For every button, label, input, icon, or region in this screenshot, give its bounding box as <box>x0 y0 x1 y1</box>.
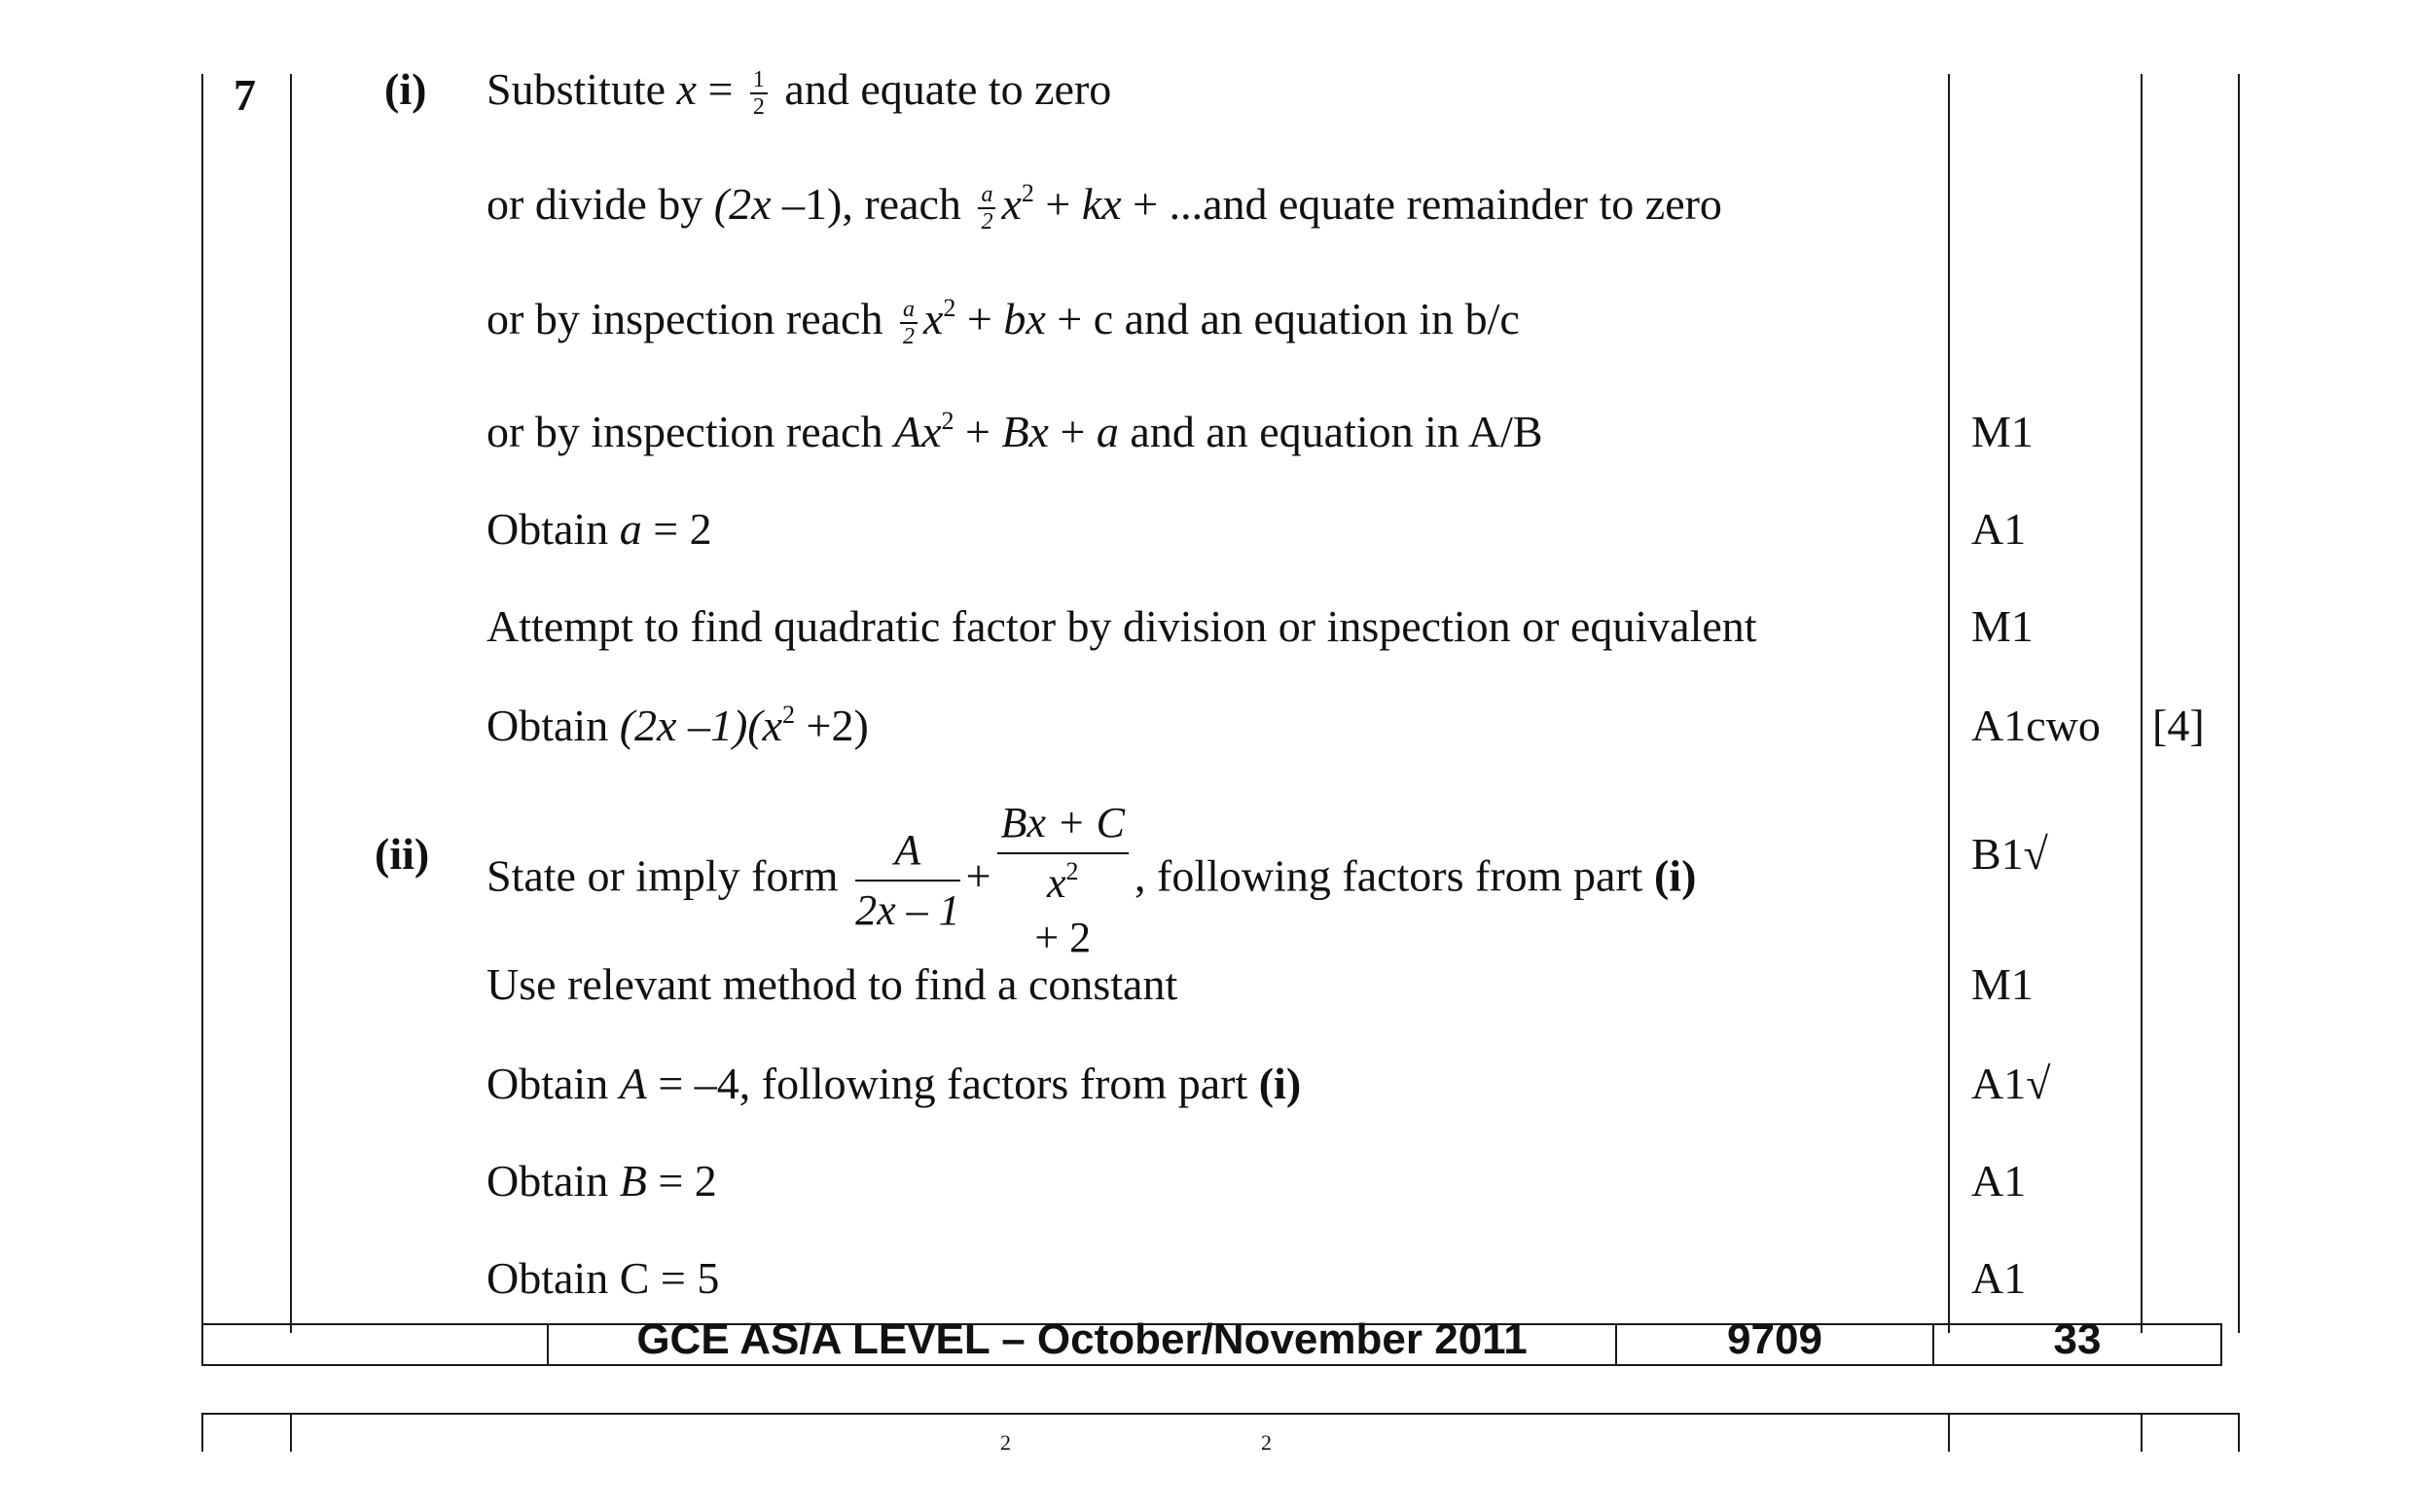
table-divider-total <box>2141 74 2143 1333</box>
part-ii-line-4 <box>486 1152 717 1210</box>
math-term: kx <box>1081 179 1122 229</box>
fraction-numerator: Bx + C <box>997 796 1129 854</box>
next-table-border-left <box>201 1413 203 1452</box>
fraction-a-over-2 <box>900 298 918 348</box>
table-divider-marks <box>1948 74 1950 1333</box>
next-table-divider-marks <box>1948 1413 1950 1452</box>
text-fragment: Substitute <box>486 64 677 114</box>
part-i-line-7 <box>486 697 869 755</box>
exponent: 2 <box>941 407 954 435</box>
next-table-top <box>201 1413 2239 1415</box>
text-fragment: –1), reach <box>771 179 973 229</box>
fraction-a-over-2 <box>978 183 995 234</box>
math-variable: x <box>1001 179 1022 229</box>
text-fragment: + <box>954 407 1002 456</box>
math-term: bx <box>1003 294 1046 343</box>
text-fragment: = 2 <box>646 1156 717 1206</box>
part-i-line-4 <box>486 403 1543 461</box>
part-reference: (i) <box>1653 850 1697 901</box>
exponent: 2 <box>1021 179 1034 207</box>
table-divider-question <box>290 74 292 1333</box>
footer-box-left <box>201 1323 203 1366</box>
text-fragment: + <box>1033 179 1082 229</box>
text-fragment: = 2 <box>641 504 712 554</box>
part-reference: (i) <box>1258 1059 1302 1108</box>
text-fragment: and an equation in A/B <box>1118 407 1543 456</box>
mark-part-i-line-5: A1 <box>1971 504 2027 554</box>
text-fragment: , following factors from part <box>1134 850 1654 901</box>
text-fragment: + ...and equate remainder to zero <box>1121 179 1722 229</box>
next-page-partial-glyph: 2 <box>1000 1430 1011 1455</box>
part-i-line-1 <box>486 60 1111 119</box>
part-ii-line-1 <box>486 796 1696 965</box>
mark-part-ii-line-4: A1 <box>1971 1156 2027 1206</box>
footer-paper-number: 33 <box>2053 1315 2102 1363</box>
text-fragment: Obtain <box>486 701 620 750</box>
footer-syllabus-code: 9709 <box>1727 1315 1822 1363</box>
text-fragment: = <box>696 64 744 114</box>
fraction-denominator: 2 <box>902 324 915 350</box>
mark-part-i-line-7: A1cwo <box>1971 701 2101 750</box>
fraction-denominator: 2 <box>981 209 993 235</box>
mark-part-ii-line-5: A1 <box>1971 1253 2027 1303</box>
table-border-right <box>2238 74 2240 1333</box>
fraction-numerator: 1 <box>750 68 768 94</box>
text-fragment: + <box>1048 407 1097 456</box>
text-fragment: = –4, following factors from part <box>646 1059 1259 1108</box>
next-table-divider-total <box>2141 1413 2143 1452</box>
part-i-line-3 <box>486 290 1520 348</box>
text-fragment: or by inspection reach <box>486 294 894 343</box>
part-i-line-2 <box>486 175 1722 234</box>
math-variable: x <box>676 64 697 114</box>
fraction-denominator: 2 <box>752 94 765 121</box>
mark-part-i-line-4: M1 <box>1971 407 2034 456</box>
exponent: 2 <box>782 701 795 729</box>
text-fragment: + 2 <box>1034 914 1092 961</box>
math-expression: (2x –1)(x <box>619 701 782 750</box>
next-table-border-right <box>2238 1413 2240 1452</box>
fraction-numerator: a <box>978 183 995 209</box>
text-fragment: Obtain <box>486 1059 620 1108</box>
mark-part-ii-line-2: M1 <box>1971 959 2034 1009</box>
math-term: Ax <box>893 407 942 456</box>
fraction-denominator: 2x – 1 <box>855 886 960 934</box>
math-variable: x <box>1047 859 1066 907</box>
next-table-divider-question <box>290 1413 292 1452</box>
table-border-left <box>201 74 203 1333</box>
math-term: Bx <box>1001 407 1049 456</box>
text-fragment: +2) <box>795 701 869 750</box>
fraction-numerator: A <box>855 823 960 882</box>
footer-exam-title: GCE AS/A LEVEL – October/November 2011 <box>636 1315 1528 1363</box>
question-number: 7 <box>234 70 256 120</box>
part-ii-line-5: Obtain C = 5 <box>486 1253 720 1303</box>
text-fragment: and equate to zero <box>773 64 1112 114</box>
part-i-line-6: Attempt to find quadratic factor by division or inspection or equivalent <box>486 601 1757 651</box>
fraction-one-half <box>750 68 768 119</box>
mark-part-ii-line-1: B1√ <box>1971 829 2048 879</box>
exponent: 2 <box>943 294 956 322</box>
exponent: 2 <box>1065 857 1079 885</box>
fraction-a-over-linear <box>855 823 960 938</box>
next-page-partial-glyph: 2 <box>1261 1430 1272 1455</box>
footer-box-right <box>2220 1323 2222 1366</box>
part-ii-line-3 <box>486 1055 1301 1113</box>
fraction-bx-plus-c-over-quadratic <box>997 796 1129 965</box>
text-fragment: Obtain <box>486 1156 620 1206</box>
part-i-total-marks: [4] <box>2152 701 2205 750</box>
mark-part-i-line-6: M1 <box>1971 601 2034 651</box>
math-variable: a <box>619 504 642 554</box>
math-variable: A <box>619 1059 647 1108</box>
math-expression: (2x <box>713 179 772 229</box>
part-ii-line-2: Use relevant method to find a constant <box>486 959 1178 1009</box>
mark-part-ii-line-3: A1√ <box>1971 1059 2051 1108</box>
text-fragment: + <box>955 294 1004 343</box>
fraction-denominator <box>997 854 1129 965</box>
text-fragment: Obtain <box>486 504 620 554</box>
footer-box-bottom <box>201 1364 2221 1366</box>
part-label-i: (i) <box>384 64 427 114</box>
fraction-numerator: a <box>900 298 918 324</box>
part-i-line-5 <box>486 500 712 558</box>
math-variable: B <box>619 1156 647 1206</box>
text-fragment: + c and an equation in b/c <box>1045 294 1520 343</box>
math-variable: a <box>1096 407 1119 456</box>
text-fragment: or by inspection reach <box>486 407 894 456</box>
text-fragment: or divide by <box>486 179 714 229</box>
math-variable: x <box>922 294 944 343</box>
text-fragment: + <box>965 850 991 901</box>
text-fragment: State or imply form <box>486 850 850 901</box>
part-label-ii: (ii) <box>375 829 430 879</box>
